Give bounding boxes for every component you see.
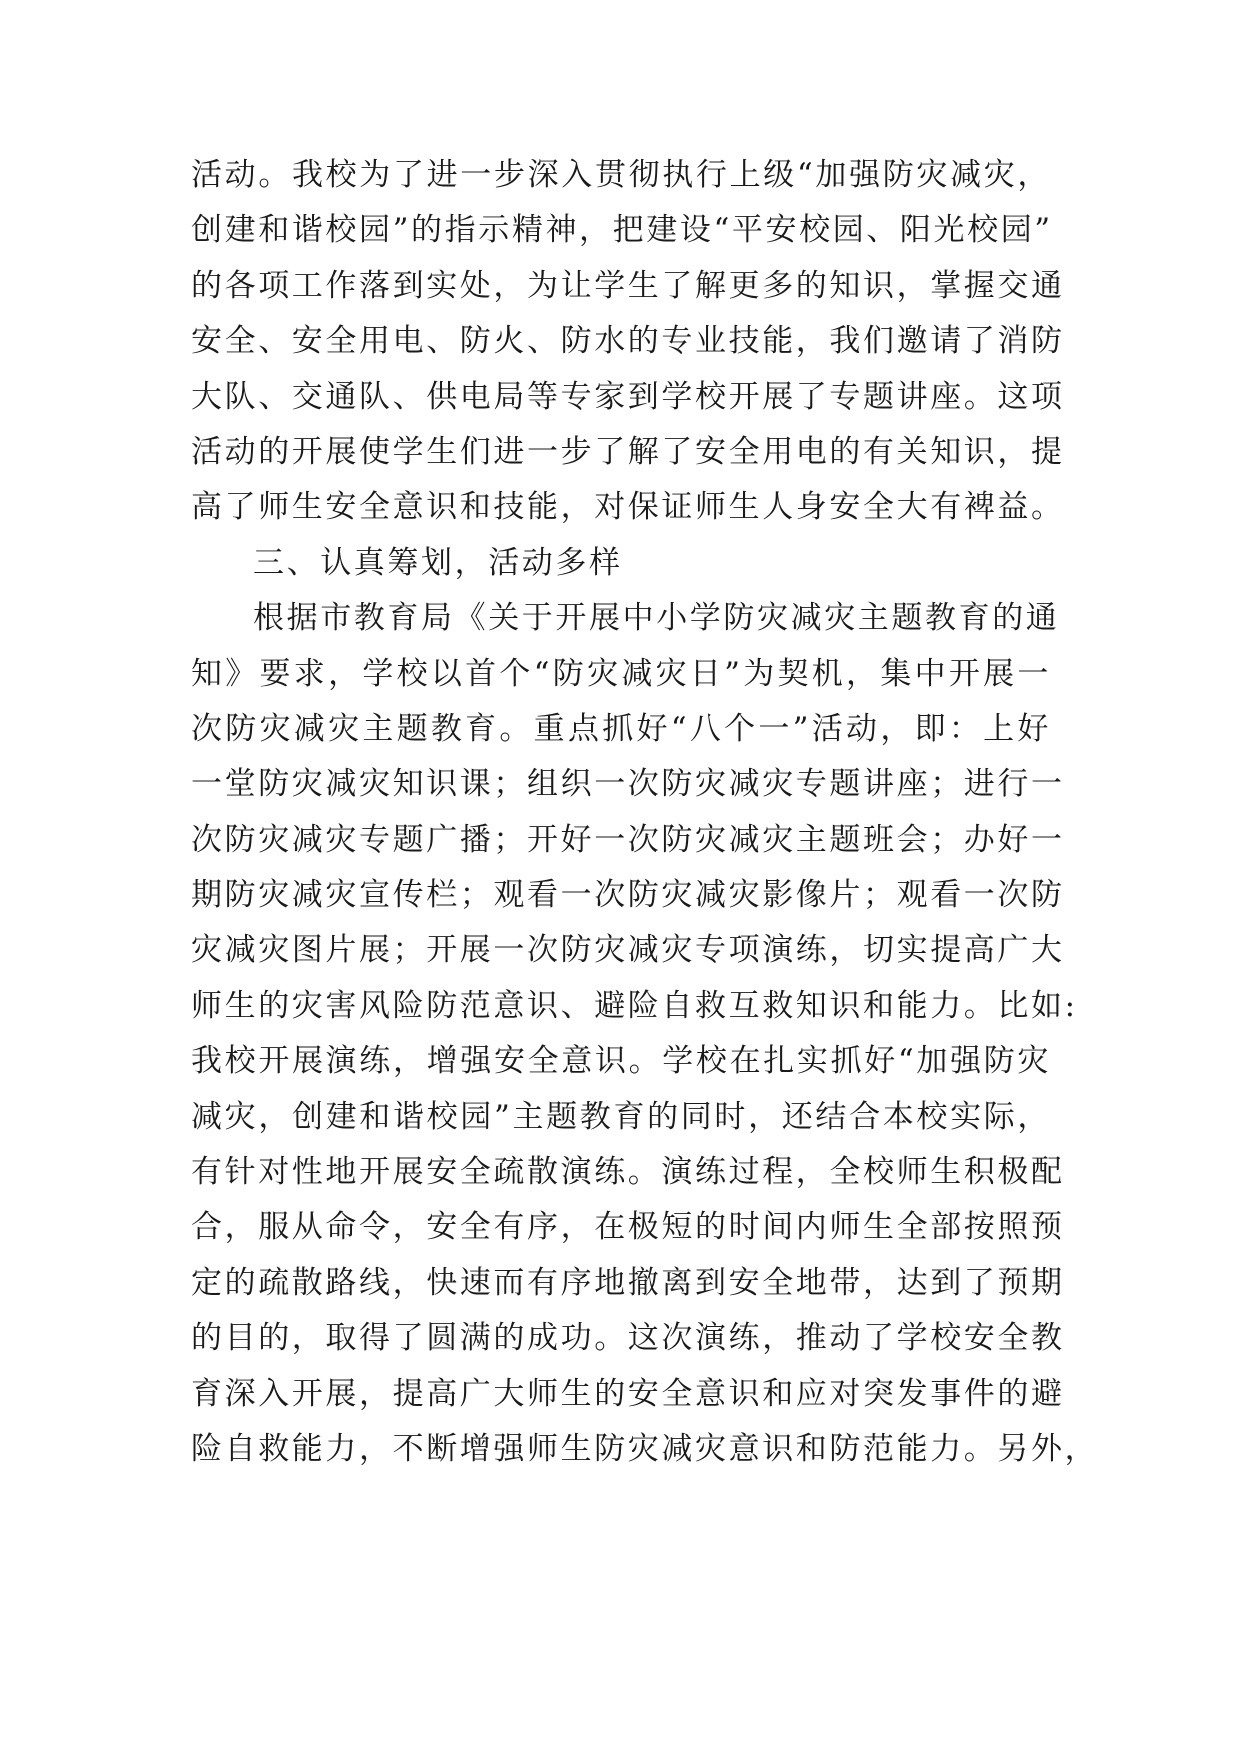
paragraph-line: 我校开展演练，增强安全意识。学校在扎实抓好“加强防灾 bbox=[191, 1043, 1051, 1080]
paragraph-line: 安全、安全用电、防火、防水的专业技能，我们邀请了消防 bbox=[191, 323, 1065, 360]
paragraph-line: 高了师生安全意识和技能，对保证师生人身安全大有裨益。 bbox=[191, 489, 1065, 526]
paragraph-line: 大队、交通队、供电局等专家到学校开展了专题讲座。这项 bbox=[191, 378, 1065, 415]
paragraph-line: 次防灾减灾专题广播；开好一次防灾减灾主题班会；办好一 bbox=[191, 821, 1065, 858]
paragraph-line: 的目的，取得了圆满的成功。这次演练，推动了学校安全教 bbox=[191, 1320, 1065, 1357]
paragraph-line: 有针对性地开展安全疏散演练。演练过程，全校师生积极配 bbox=[191, 1154, 1065, 1191]
section-heading: 三、认真筹划，活动多样 bbox=[253, 544, 623, 581]
paragraph-line: 知》要求，学校以首个“防灾减灾日”为契机，集中开展一 bbox=[191, 655, 1051, 692]
paragraph-line: 险自救能力，不断增强师生防灾减灾意识和防范能力。另外， bbox=[191, 1430, 1099, 1467]
paragraph-line: 定的疏散路线，快速而有序地撤离到安全地带，达到了预期 bbox=[191, 1264, 1065, 1301]
document-page bbox=[191, 148, 1099, 1477]
paragraph-line: 减灾，创建和谐校园”主题教育的同时，还结合本校实际， bbox=[191, 1098, 1051, 1135]
paragraph-line: 育深入开展，提高广大师生的安全意识和应对突发事件的避 bbox=[191, 1375, 1065, 1412]
paragraph-line: 的各项工作落到实处，为让学生了解更多的知识，掌握交通 bbox=[191, 267, 1065, 304]
paragraph-line: 期防灾减灾宣传栏；观看一次防灾减灾影像片；观看一次防 bbox=[191, 877, 1065, 914]
paragraph-line: 次防灾减灾主题教育。重点抓好“八个一”活动，即：上好 bbox=[191, 710, 1051, 747]
paragraph-line: 活动。我校为了进一步深入贯彻执行上级“加强防灾减灾， bbox=[191, 157, 1051, 193]
paragraph-line: 根据市教育局《关于开展中小学防灾减灾主题教育的通 bbox=[253, 600, 1060, 637]
paragraph-line: 创建和谐校园”的指示精神，把建设“平安校园、阳光校园” bbox=[191, 212, 1053, 249]
paragraph-line: 合，服从命令，安全有序，在极短的时间内师生全部按照预 bbox=[191, 1209, 1065, 1246]
paragraph-line: 活动的开展使学生们进一步了解了安全用电的有关知识，提 bbox=[191, 433, 1065, 470]
paragraph-line: 师生的灾害风险防范意识、避险自救互救知识和能力。比如: bbox=[191, 987, 1078, 1024]
paragraph-line: 一堂防灾减灾知识课；组织一次防灾减灾专题讲座；进行一 bbox=[191, 766, 1065, 803]
paragraph-line: 灾减灾图片展；开展一次防灾减灾专项演练，切实提高广大 bbox=[191, 932, 1065, 969]
